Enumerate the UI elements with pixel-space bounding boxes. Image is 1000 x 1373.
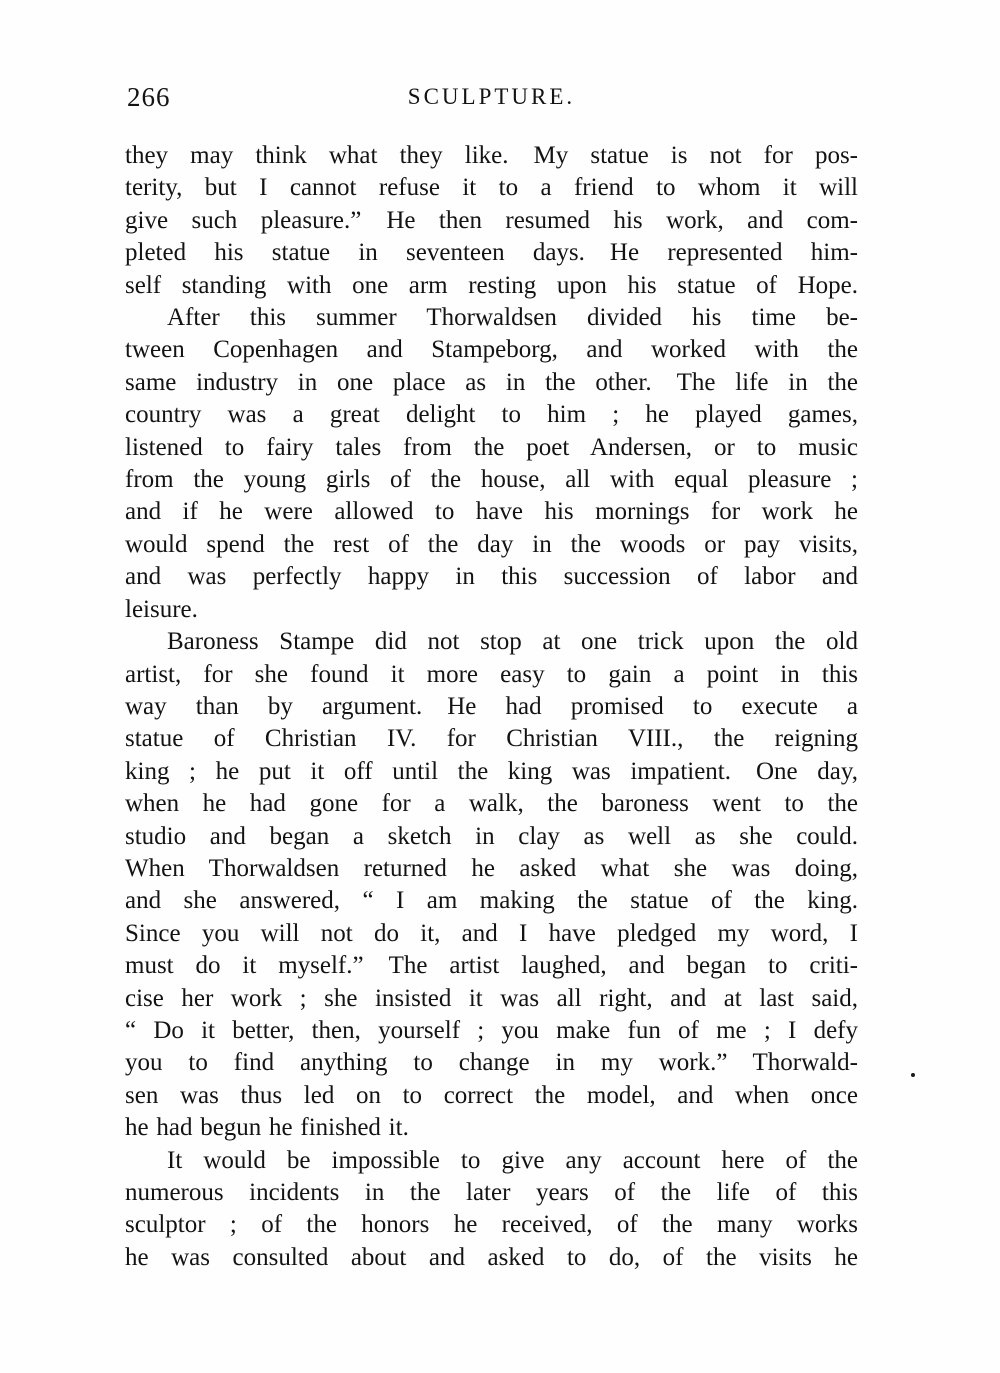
text-line: he was consulted about and asked to do, of the visits he [125,1243,858,1271]
text-line: studio and began a sketch in clay as well as she could. [125,822,858,850]
text-line: Baroness Stampe did not stop at one trick upon the old [167,628,858,656]
running-header-title: SCULPTURE. [407,84,576,109]
text-line: sculptor ; of the honors he received, of the many works [125,1211,858,1239]
text-line: tween Copenhagen and Stampeborg, and worked with the [125,336,858,364]
text-line: and she answered, “ I am making the statue of the king. [125,887,858,915]
ink-speck-artifact [911,1073,915,1077]
text-line: When Thorwaldsen returned he asked what she was doing, [125,854,858,882]
text-line: when he had gone for a walk, the baroness went to the [125,790,858,818]
text-line: listened to fairy tales from the poet Andersen, or to music [125,433,858,461]
text-line: “ Do it better, then, yourself ; you make fun of me ; I defy [125,1016,858,1044]
text-line: artist, for she found it more easy to gain a point in this [125,660,858,688]
paragraph [125,140,858,302]
text-line: king ; he put it off until the king was impatient. One day, [125,757,858,785]
text-line: they may think what they like. My statue is not for pos- [125,142,858,169]
page-header [125,82,858,114]
text-line: After this summer Thorwaldsen divided his time be- [167,304,858,332]
paragraph [125,1145,858,1275]
text-line: leisure. [125,595,198,623]
text-line: numerous incidents in the later years of the life of this [125,1179,858,1206]
paragraph [125,626,858,1145]
text-line: statue of Christian IV. for Christian VIII., the reigning [125,725,858,753]
text-line: sen was thus led on to correct the model, and when once [125,1081,858,1109]
text-line: It would be impossible to give any account here of the [167,1146,858,1174]
text-line: he had begun he finished it. [125,1114,409,1142]
text-line: cise her work ; she insisted it was all right, and at last said, [125,984,858,1012]
text-line: way than by argument. He had promised to execute a [125,692,858,720]
text-line: and was perfectly happy in this succession of labor and [125,563,858,591]
text-line: self standing with one arm resting upon his statue of Hope. [125,271,858,299]
text-line: same industry in one place as in the other. The life in the [125,368,858,396]
text-line: country was a great delight to him ; he played games, [125,401,858,429]
text-line: from the young girls of the house, all with equal pleasure ; [125,466,858,494]
text-line: and if he were allowed to have his mornings for work he [125,498,858,526]
body-text-block [125,140,858,1274]
text-line: must do it myself.” The artist laughed, and began to criti- [125,952,858,980]
text-line: would spend the rest of the day in the woods or pay visits, [125,530,858,558]
paragraph [125,302,858,626]
text-line: terity, but I cannot refuse it to a friend to whom it will [125,174,858,202]
text-line: pleted his statue in seventeen days. He represented him- [125,239,858,267]
page-number: 266 [127,82,171,112]
text-line: you to find anything to change in my work.” Thorwald- [125,1049,858,1077]
text-line: Since you will not do it, and I have pledged my word, I [125,919,858,947]
text-line: give such pleasure.” He then resumed his work, and com- [125,206,858,234]
